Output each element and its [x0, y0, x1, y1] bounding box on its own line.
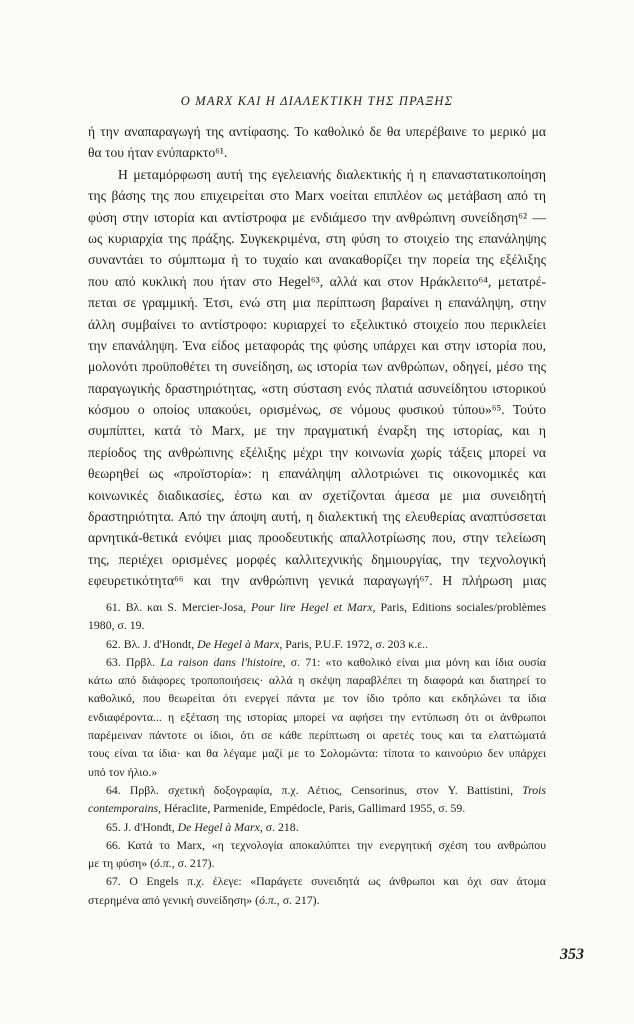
footnote-text: 65. J. d'Hondt, — [106, 819, 178, 834]
footnote-title-italic: Trois — [522, 782, 546, 797]
footnote-line — [88, 598, 546, 616]
footnote-line — [88, 653, 546, 671]
body-line: περίοδος της ανθρώπινης εξέλιξης μέχρι την κοινωνία χωρίς τάξεις μπορεί να — [88, 444, 546, 460]
footnote-text: με τη φύση» ( — [88, 856, 155, 871]
footnote-text: , σ. 217). — [276, 892, 320, 907]
footnote-line — [88, 616, 546, 634]
body-line: Η μεταμόρφωση αυτή της εγελειανής διαλεκτικής ή η επαναστατικοποίηση — [118, 166, 546, 182]
page-number: 353 — [560, 946, 584, 963]
footnotes — [88, 598, 546, 909]
footnote-text: στερημένα από γενική συνείδηση» ( — [88, 892, 260, 907]
footnote-text: υπό τον ήλιο.» — [88, 764, 158, 779]
footnote-line — [88, 689, 546, 707]
footnote-line — [88, 708, 546, 726]
body-line: ή την αναπαραγωγή της αντίφασης. Το καθολικό δε θα υπερέβαινε το μερικό μα — [88, 124, 546, 139]
footnote-title-italic: La raison dans l'histoire — [160, 654, 283, 669]
footnote-text: , σ. 71: «το καθολικό είναι μια μόνη και ίδια ουσία — [282, 654, 546, 669]
footnote-line — [88, 635, 546, 653]
footnote-title-italic: De Hegel à Marx — [197, 636, 280, 651]
body-line: συναντάει το σύμπτωμα ή το τυχαίο και ανακαθορίζει την πορεία της εξέλιξης — [88, 252, 546, 268]
body-text — [88, 121, 546, 592]
footnote-text: 62. Βλ. J. d'Hondt, — [106, 636, 198, 651]
footnote-title-italic: Pour lire Hegel et Marx — [251, 600, 373, 614]
footnote-title-italic: De Hegel à Marx — [177, 819, 260, 834]
body-line: την επανάληψη. Ένα είδος μεταφοράς της φύσης υπάρχει και στην ιστορία που, — [88, 337, 546, 353]
footnote-text: 66. Κατά το Marx, «η τεχνολογία αποκαλύπτει την ενεργητική σχέση του ανθρώπου — [106, 837, 546, 852]
body-line: πεται σε γραμμική. Έτσι, ενώ στη μια περίπτωση βαραίνει η επανάληψη, στην — [88, 295, 546, 311]
body-line: που από κυκλική που ήταν στο Hegel⁶³, αλλά και στον Ηράκλειτο⁶⁴, μετατρέ- — [88, 273, 546, 289]
body-line: αρνητικά-θετικά ενόψει μιας προοδευτικής απαλλοτρίωσης που, στην τελείωση — [88, 530, 546, 546]
footnote-text: παρέμειναν πάντοτε οι ίδιοι, ότι σε κάθε περίπτωση οι αρετές τους και τα ελαττώματά — [88, 728, 546, 743]
footnote-text: 1980, σ. 19. — [88, 618, 145, 633]
footnote-title-italic: contemporains — [88, 801, 159, 816]
footnote-line — [88, 799, 546, 817]
body-line: παραγωγικής δραστηριότητας, «στη σύσταση ενός πλατιά ασυνείδητου ιστορικού — [88, 380, 546, 396]
footnote-text: , σ. 217). — [171, 856, 215, 871]
body-line: άλλη συμβαίνει το αντίστροφο: κυριαρχεί το εξελικτικό στοιχείο που περικλείει — [88, 316, 546, 332]
body-line: κόσμου ο οποίος υπακούει, ορισμένως, σε νόμους φυσικού τύπου»⁶⁵. Τούτο — [88, 402, 546, 418]
footnote-line — [88, 744, 546, 762]
footnote-line — [88, 891, 546, 909]
footnote-line — [88, 854, 546, 872]
body-line: συμπίπτει, κατά τὸ Marx, με την πραγματική έναρξη της ιστορίας, και η — [88, 423, 546, 439]
footnote-line — [88, 836, 546, 854]
footnote-line — [88, 818, 546, 836]
footnote-text: , Paris, P.U.F. 1972, σ. 203 κ.ε.. — [279, 636, 429, 651]
footnote-title-italic: ό.π. — [259, 892, 277, 907]
footnote-line — [88, 781, 546, 799]
footnote-text: , Héraclite, Parmenide, Empédocle, Paris, Gallimard 1955, σ. 59. — [158, 801, 466, 816]
footnote-text: 63. Πρβλ. — [106, 654, 161, 669]
footnote-text: , Paris, Editions sociales/problèmes — [372, 600, 546, 614]
body-line: φύση στην ιστορία και αντίστροφα με ενδιάμεσο την ανθρώπινη συνείδηση⁶² — — [88, 209, 546, 225]
body-line: θα του ήταν ενύπαρκτο⁶¹. — [88, 145, 228, 161]
footnote-text: , σ. 218. — [259, 819, 299, 834]
body-line: της, περιέχει ορισμένες μορφές καλλιτεχνικής δημιουργίας, την τεχνολογική — [88, 551, 546, 567]
footnote-text: κάτω από διάφορες τροποποιήσεις· αλλά η σκέψη παραβλέπει τη διαφορά και διατηρεί το — [88, 673, 546, 688]
running-header: Ο MARX ΚΑΙ Η ΔΙΑΛΕΚΤΙΚΗ ΤΗΣ ΠΡΑΞΗΣ — [180, 94, 454, 108]
footnote-line — [88, 671, 546, 689]
body-line: δραστηριότητα. Από την άποψη αυτή, η διαλεκτική της ελευθερίας αναπτύσσεται — [88, 509, 546, 525]
body-line: ως κυριαρχία της πράξης. Συγκεκριμένα, στη φύση το στοιχείο της επανάληψης — [88, 230, 546, 246]
body-line: της βάσης της που επιχειρείται στο Marx νοείται επιπλέον ως μετάβαση από τη — [88, 188, 546, 204]
footnote-line — [88, 763, 546, 781]
footnote-line — [88, 726, 546, 744]
footnote-text: 67. Ο Engels π.χ. έλεγε: «Παράγετε συνειδητά ως άνθρωποι και όχι σαν άτομα — [106, 874, 546, 889]
footnote-text: καθολικό, που θεωρείται ότι ενεργεί πάντα με τον ίδιο τρόπο και εκδηλώνει τα ίδια — [88, 691, 546, 706]
footnote-text: ενδιαφέροντα... η εξέταση της ιστορίας μπορεί να αφήσει την εντύπωση ότι οι άνθρωποι — [88, 709, 546, 724]
footnote-text: 64. Πρβλ. σχετική δοξογραφία, π.χ. Αέτιος, Censorinus, στον Y. Battistini, — [106, 782, 523, 797]
footnote-title-italic: ό.π. — [154, 856, 172, 871]
body-line: μολονότι προϋποθέτει τη συνείδηση, ως ιστορία των ανθρώπων, οδηγεί, μέσο της — [88, 359, 546, 375]
body-line: θεωρηθεί ως «προϊστορία»: η επανάληψη αλλοτριώνει τις οικονομικές και — [88, 466, 546, 482]
footnote-text: 61. Βλ. και S. Mercier-Josa, — [106, 600, 252, 614]
body-line: εφευρετικότητα⁶⁶ και την ανθρώπινη γενικά παραγωγή⁶⁷. Η πλήρωση μιας — [88, 573, 546, 589]
body-line: κοινωνικές διαδικασίες, έστω και αν σχετίζονται άμεσα με μια συνειδητή — [88, 487, 546, 503]
footnote-text: τους είναι τα ίδια· και θα λέγαμε μαζί με το Σολομώντα: τίποτα το καινούριο δεν υπάρχει — [88, 746, 546, 761]
footnote-line — [88, 872, 546, 890]
